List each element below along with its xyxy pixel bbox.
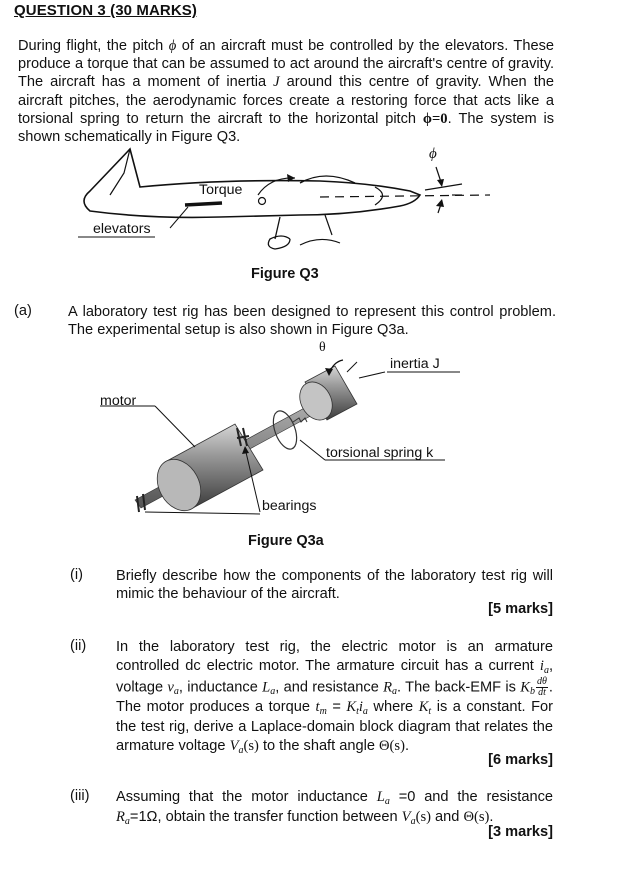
Theta-s: Θ(s)	[378, 738, 405, 755]
phi-tilted-line	[425, 184, 462, 190]
ia-symbol: i	[539, 658, 544, 674]
q-iii-text-5: .	[489, 809, 494, 825]
inertia-leader	[359, 372, 385, 378]
Vas3-sub: a	[410, 816, 416, 827]
intro-text-4: . The system is shown schematically in Figure Q3.	[18, 110, 555, 146]
Kt2-sub: t	[428, 706, 432, 718]
q-ii-marks: [6 marks]	[488, 752, 553, 768]
spring-leader	[300, 440, 325, 460]
inertia-label: inertia J	[390, 356, 440, 372]
Theta3-s: Θ(s)	[463, 809, 490, 825]
Vas3-symbol: V	[401, 809, 411, 825]
part-a-label: (a)	[14, 303, 32, 319]
aircraft-figure	[70, 143, 570, 268]
part-a-text: A laboratory test rig has been designed to represent this control problem. The experimental setup is also shown in Figure Q3a.	[68, 304, 556, 338]
Vas-sub: a	[238, 745, 244, 757]
equals-sign: =	[326, 699, 347, 716]
motor-leader	[155, 406, 195, 447]
Vas3-arg: (s)	[415, 809, 431, 825]
torque-label: Torque	[199, 182, 243, 198]
q-iii-text-3: =1Ω, obtain the transfer function between	[129, 809, 402, 825]
figure-q3a-caption: Figure Q3a	[248, 533, 324, 549]
va-symbol: v	[167, 679, 174, 696]
q-ii-text-5: . The back-EMF is	[397, 679, 521, 696]
Vas-symbol: V	[229, 738, 239, 755]
q-iii-text-1: Assuming that the motor inductance	[116, 789, 377, 805]
fuselage-outline	[84, 149, 420, 217]
motor-label: motor	[100, 393, 137, 409]
Ra3-sub: a	[124, 816, 130, 827]
q-iii-number: (iii)	[70, 788, 90, 804]
intro-text-3: around this centre of gravity. When the aircraft pitches, the aerodynamic forces create a restoring force that acts like a torsional spring to return the aircraft to the horizontal pitch	[18, 74, 554, 127]
phi-arrowhead-bottom	[436, 199, 444, 207]
question-heading: QUESTION 3 (30 MARKS)	[14, 2, 197, 19]
q-ii-text-4: , and resistance	[275, 679, 384, 696]
q-iii-text-4: and	[431, 809, 464, 825]
tm-symbol: t	[315, 699, 320, 716]
phi-label: ϕ	[429, 146, 437, 162]
spring-label: torsional spring k	[326, 445, 434, 461]
q-ii-text-7: where	[367, 699, 419, 716]
reference-line	[320, 195, 490, 197]
q-ii-text-8: is a constant. For the test rig, derive a Laplace-domain block diagram that relates the armature voltage	[116, 699, 553, 755]
Kb-symbol: K	[520, 679, 530, 696]
tm-sub: m	[319, 706, 327, 718]
fraction-numerator: dθ	[537, 676, 547, 687]
q-ii-number: (ii)	[70, 638, 87, 654]
va-sub: a	[173, 686, 179, 698]
q-iii-marks: [3 marks]	[488, 824, 553, 840]
theta-label: θ	[319, 340, 326, 355]
La3-symbol: L	[376, 789, 385, 805]
q-iii-text	[116, 788, 553, 828]
Kt-sub: t	[356, 706, 359, 718]
Ra-sub: a	[392, 686, 398, 698]
ia2-sub: a	[362, 706, 368, 718]
q-ii-text-2: , voltage	[116, 658, 553, 696]
ia-sub: a	[543, 665, 549, 676]
tail-fin	[110, 149, 130, 195]
La3-sub: a	[384, 796, 390, 807]
figure-q3-caption: Figure Q3	[251, 266, 319, 282]
bearings-label: bearings	[262, 498, 317, 514]
q-i-text: Briefly describe how the components of the laboratory test rig will mimic the behaviour of the aircraft.	[116, 568, 553, 602]
elevators-label: elevators	[93, 221, 151, 237]
phi-zero: ϕ=0	[422, 110, 448, 127]
inertia-symbol: J	[273, 74, 280, 91]
landing-gear	[268, 217, 290, 249]
Kb-sub: b	[530, 686, 535, 698]
cog-marker	[259, 198, 266, 205]
phi-symbol: ϕ	[168, 38, 177, 54]
Ra-symbol: R	[383, 679, 393, 696]
Vas-arg: (s)	[243, 738, 259, 755]
bearing-leader-2	[145, 512, 260, 514]
q-i-marks: [5 marks]	[488, 601, 553, 617]
q-ii-text	[116, 638, 553, 757]
q-ii-text-6: . The motor produces a torque	[116, 679, 553, 716]
intro-text-2: of an aircraft must be controlled by the elevators. These produce a torque that can be assumed to act around the aircraft's centre of gravity. The aircraft has a moment of inertia	[18, 38, 554, 91]
Kt2-symbol: K	[418, 699, 429, 716]
intro-paragraph	[18, 37, 554, 146]
q-i-number: (i)	[70, 567, 83, 583]
ia2-symbol: i	[358, 699, 363, 716]
gear-strut	[300, 215, 340, 245]
La-symbol: L	[262, 679, 271, 696]
theta-ref	[347, 362, 357, 372]
dtheta-dt-fraction	[536, 677, 548, 698]
Kt-symbol: K	[346, 699, 357, 716]
q-iii-text-2: =0 and the resistance	[389, 789, 554, 805]
La-sub: a	[270, 686, 276, 698]
Ra3-symbol: R	[116, 809, 125, 825]
q-ii-text-3: , inductance	[178, 679, 263, 696]
elevator-surface	[185, 203, 222, 205]
fraction-denominator: dt	[538, 687, 546, 698]
phi-arrowhead-top	[437, 179, 444, 187]
q-ii-text-1: In the laboratory test rig, the electric motor is an armature controlled dc electric motor. The armature circuit has a current	[116, 639, 553, 674]
q-ii-text-9: to the shaft angle	[258, 738, 379, 755]
intro-text-1: During flight, the pitch	[18, 38, 169, 54]
q-ii-text-10: .	[404, 738, 409, 755]
